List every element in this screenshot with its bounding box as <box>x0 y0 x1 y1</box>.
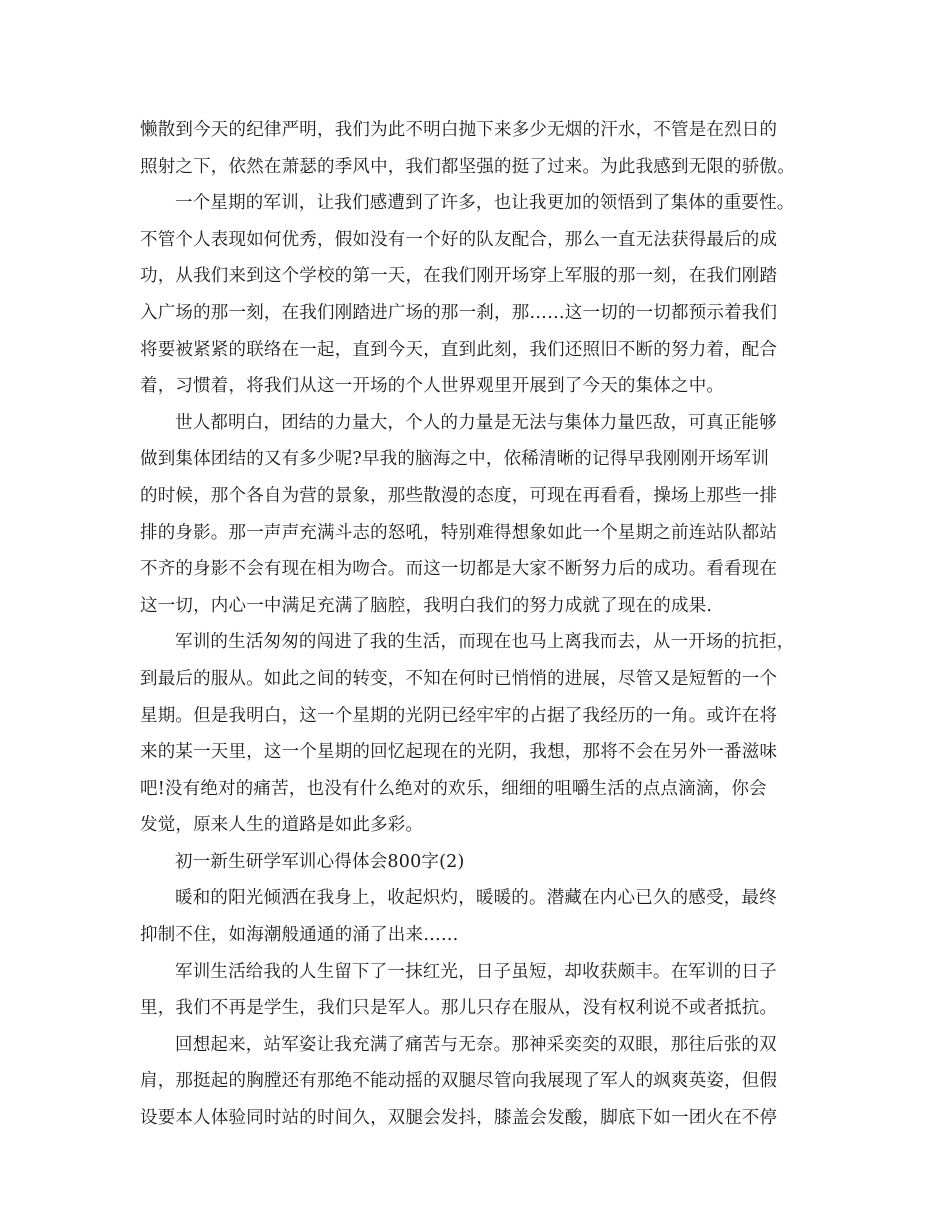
text-line: 着，习惯着，将我们从这一开场的个人世界观里开展到了今天的集体之中。 <box>140 376 725 397</box>
text-line: 军训的生活匆匆的闯进了我的生活，而现在也马上离我而去，从一开场的抗拒， <box>175 632 795 653</box>
text-line: 入广场的那一刻，在我们刚踏进广场的那一刹，那……这一切的一切都预示着我们 <box>140 302 778 323</box>
text-line: 肩，那挺起的胸膛还有那绝不能动摇的双腿尽管向我展现了军人的飒爽英姿，但假 <box>140 1071 778 1092</box>
text-line: 懒散到今天的纪律严明，我们为此不明白抛下来多少无烟的汗水，不管是在烈日的 <box>140 120 778 140</box>
text-line: 发觉，原来人生的道路是如此多彩。 <box>140 815 424 836</box>
text-line: 功，从我们来到这个学校的第一天，在我们刚开场穿上军服的那一刻，在我们刚踏 <box>140 266 778 287</box>
text-line: 不管个人表现如何优秀，假如没有一个好的队友配合，那么一直无法获得最后的成 <box>140 229 778 250</box>
text-line: 世人都明白，团结的力量大，个人的力量是无法与集体力量匹敌，可真正能够 <box>175 412 777 433</box>
document-body <box>140 112 808 1137</box>
text-line: 来的某一天里，这一个星期的回忆起现在的光阴，我想，那将不会在另外一番滋味 <box>140 742 778 763</box>
text-line: 将要被紧紧的联络在一起，直到今天，直到此刻，我们还照旧不断的努力着，配合 <box>140 339 778 360</box>
text-line: 的时候，那个各自为营的景象，那些散漫的态度，可现在再看看，操场上那些一排 <box>140 485 778 506</box>
text-line: 到最后的服从。如此之间的转变，不知在何时已悄悄的进展，尽管又是短暂的一个 <box>140 668 778 689</box>
text-line: 抑制不住，如海潮般通通的涌了出来…… <box>140 925 459 946</box>
text-line: 军训生活给我的人生留下了一抹红光，日子虽短，却收获颇丰。在军训的日子 <box>175 961 777 982</box>
section-heading: 初一新生研学军训心得体会800字(2) <box>175 851 465 872</box>
text-line: 设要本人体验同时站的时间久，双腿会发抖，膝盖会发酸，脚底下如一团火在不停 <box>140 1108 778 1129</box>
text-line: 做到集体团结的又有多少呢?早我的脑海之中，依稀清晰的记得早我刚刚开场军训 <box>140 449 770 470</box>
text-line: 暖和的阳光倾洒在我身上，收起炽灼，暖暖的。潜藏在内心已久的感受，最终 <box>175 888 777 909</box>
text-line: 一个星期的军训，让我们感遭到了许多，也让我更加的领悟到了集体的重要性。 <box>175 193 795 214</box>
text-line: 照射之下，依然在萧瑟的季风中，我们都坚强的挺了过来。为此我感到无限的骄傲。 <box>140 156 795 177</box>
text-line: 这一切，内心一中满足充满了脑腔，我明白我们的努力成就了现在的成果. <box>140 595 713 616</box>
text-line: 里，我们不再是学生，我们只是军人。那儿只存在服从，没有权利说不或者抵抗。 <box>140 998 778 1019</box>
text-line: 不齐的身影不会有现在相为吻合。而这一切都是大家不断努力后的成功。看看现在 <box>140 559 778 580</box>
text-line: 回想起来，站军姿让我充满了痛苦与无奈。那神采奕奕的双眼，那往后张的双 <box>175 1034 777 1055</box>
text-line: 吧!没有绝对的痛苦，也没有什么绝对的欢乐，细细的咀嚼生活的点点滴滴，你会 <box>140 778 767 799</box>
text-line: 星期。但是我明白，这一个星期的光阴已经牢牢的占据了我经历的一角。或许在将 <box>140 705 778 726</box>
text-line: 排的身影。那一声声充满斗志的怒吼，特别难得想象如此一个星期之前连站队都站 <box>140 522 778 543</box>
